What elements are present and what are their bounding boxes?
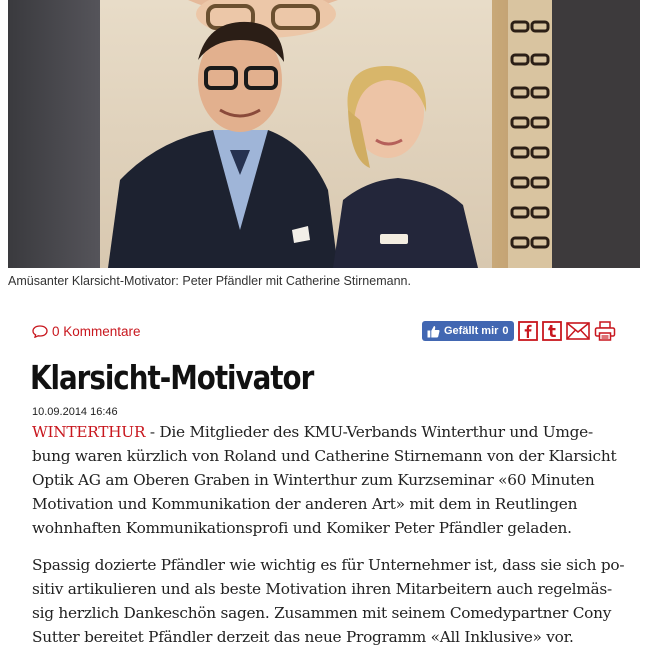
dateline: WINTERTHUR [32,423,146,441]
article-date: 10.09.2014 16:46 [32,406,118,418]
photo-illustration [8,0,640,268]
paragraph-line: wohnhaften Kommunikationsprofi und Komiker Peter Pfändler geladen. [32,519,572,537]
email-share-icon[interactable] [566,321,590,341]
paragraph-line: bung waren kürzlich von Roland und Catherine Stirnemann von der Klarsicht [32,447,617,465]
paragraph-line: Sutter bereitet Pfändler derzeit das neue Programm «All Inklusive» vor. [32,628,574,646]
article-paragraph-2 [32,553,625,649]
article-body [32,420,625,662]
paragraph-line: WINTERTHUR - Die Mitglieder des KMU-Verbands Winterthur und Umge- [32,423,593,441]
article-title: Klarsicht-Motivator [30,358,314,397]
photo-caption: Amüsanter Klarsicht-Motivator: Peter Pfändler mit Catherine Stirnemann. [8,274,411,288]
like-count: 0 [502,325,509,337]
facebook-like-button[interactable] [422,321,514,341]
paragraph-line: sitiv artikulieren und als beste Motivation ihren Mitarbeitern auch regelmäs- [32,580,612,598]
comment-bubble-icon [32,325,48,338]
print-icon[interactable] [594,321,616,341]
article-photo [8,0,640,268]
twitter-share-icon[interactable] [542,321,562,341]
comments-link[interactable] [32,324,141,339]
share-toolbar [422,321,616,341]
article-paragraph-1 [32,420,617,540]
comments-label: 0 Kommentare [52,324,141,339]
like-label: Gefällt mir [444,325,499,337]
paragraph-line: sig herzlich Dankeschön sagen. Zusammen mit seinem Comedypartner Cony [32,604,612,622]
thumbs-up-icon [427,325,440,338]
facebook-share-icon[interactable] [518,321,538,341]
paragraph-line: Optik AG am Oberen Graben in Winterthur zum Kurzseminar «60 Minuten [32,471,595,489]
paragraph-line: Spassig dozierte Pfändler wie wichtig es für Unternehmer ist, dass sie sich po- [32,556,625,574]
paragraph-line: Motivation und Kommunikation der anderen Art» mit dem in Reutlingen [32,495,578,513]
